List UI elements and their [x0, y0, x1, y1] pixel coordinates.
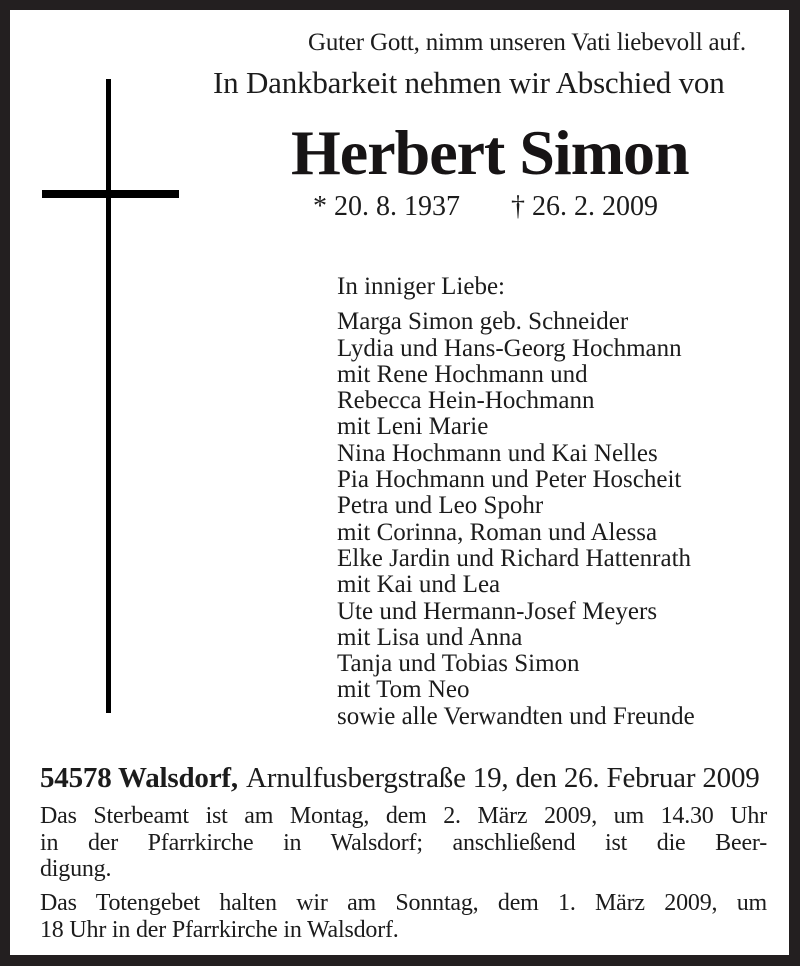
- mourners-list: [337, 309, 695, 730]
- paragraph-line: digung.: [40, 856, 112, 883]
- mourner-line: mit Lisa und Anna: [337, 623, 523, 651]
- cross-horizontal-bar: [42, 190, 179, 198]
- mourner-line: sowie alle Verwandten und Freunde: [337, 702, 695, 730]
- salutation-text: In inniger Liebe:: [337, 273, 505, 300]
- intro-text: In Dankbarkeit nehmen wir Abschied von: [213, 65, 725, 100]
- paragraph-line: Das Sterbeamt ist am Montag, dem 2. März 2009, um 14.30 Uhr: [40, 803, 767, 829]
- mourner-line: Nina Hochmann und Kai Nelles: [337, 439, 658, 467]
- mourner-line: Elke Jardin und Richard Hattenrath: [337, 544, 692, 572]
- mourner-line: Marga Simon geb. Schneider: [337, 308, 629, 336]
- death-date: † 26. 2. 2009: [511, 191, 658, 222]
- mourner-line: mit Tom Neo: [337, 676, 470, 704]
- address-line: [40, 764, 760, 793]
- paragraph-line: in der Pfarrkirche in Walsdorf; anschließend ist die Beer-: [40, 829, 767, 856]
- paragraph-line: 18 Uhr in der Pfarrkirche in Walsdorf.: [40, 916, 399, 943]
- life-dates: [313, 193, 658, 221]
- address-street-date: Arnulfusbergstraße 19, den 26. Februar 2009: [246, 762, 760, 794]
- mourner-line: mit Kai und Lea: [337, 571, 501, 599]
- deceased-name: Herbert Simon: [291, 117, 689, 188]
- mourner-line: Rebecca Hein-Hochmann: [337, 387, 595, 415]
- prayer-paragraph: [40, 890, 767, 943]
- funeral-service-paragraph: [40, 803, 767, 883]
- mourners-section: [337, 274, 695, 730]
- paragraph-line: Das Totengebet halten wir am Sonntag, dem 1. März 2009, um: [40, 890, 767, 916]
- cross-vertical-bar: [106, 79, 111, 713]
- birth-date: * 20. 8. 1937: [313, 191, 460, 222]
- mourner-line: mit Rene Hochmann und: [337, 360, 588, 388]
- mourner-line: Petra und Leo Spohr: [337, 492, 544, 520]
- mourner-line: mit Corinna, Roman und Alessa: [337, 518, 658, 546]
- address-city: 54578 Walsdorf,: [40, 762, 238, 794]
- mourner-line: Pia Hochmann und Peter Hoscheit: [337, 466, 682, 494]
- mourner-line: mit Leni Marie: [337, 413, 489, 441]
- mourner-line: Tanja und Tobias Simon: [337, 650, 580, 678]
- mourner-line: Ute und Hermann-Josef Meyers: [337, 597, 658, 625]
- epigraph-text: Guter Gott, nimm unseren Vati liebevoll auf.: [308, 29, 746, 56]
- mourner-line: Lydia und Hans-Georg Hochmann: [337, 334, 682, 362]
